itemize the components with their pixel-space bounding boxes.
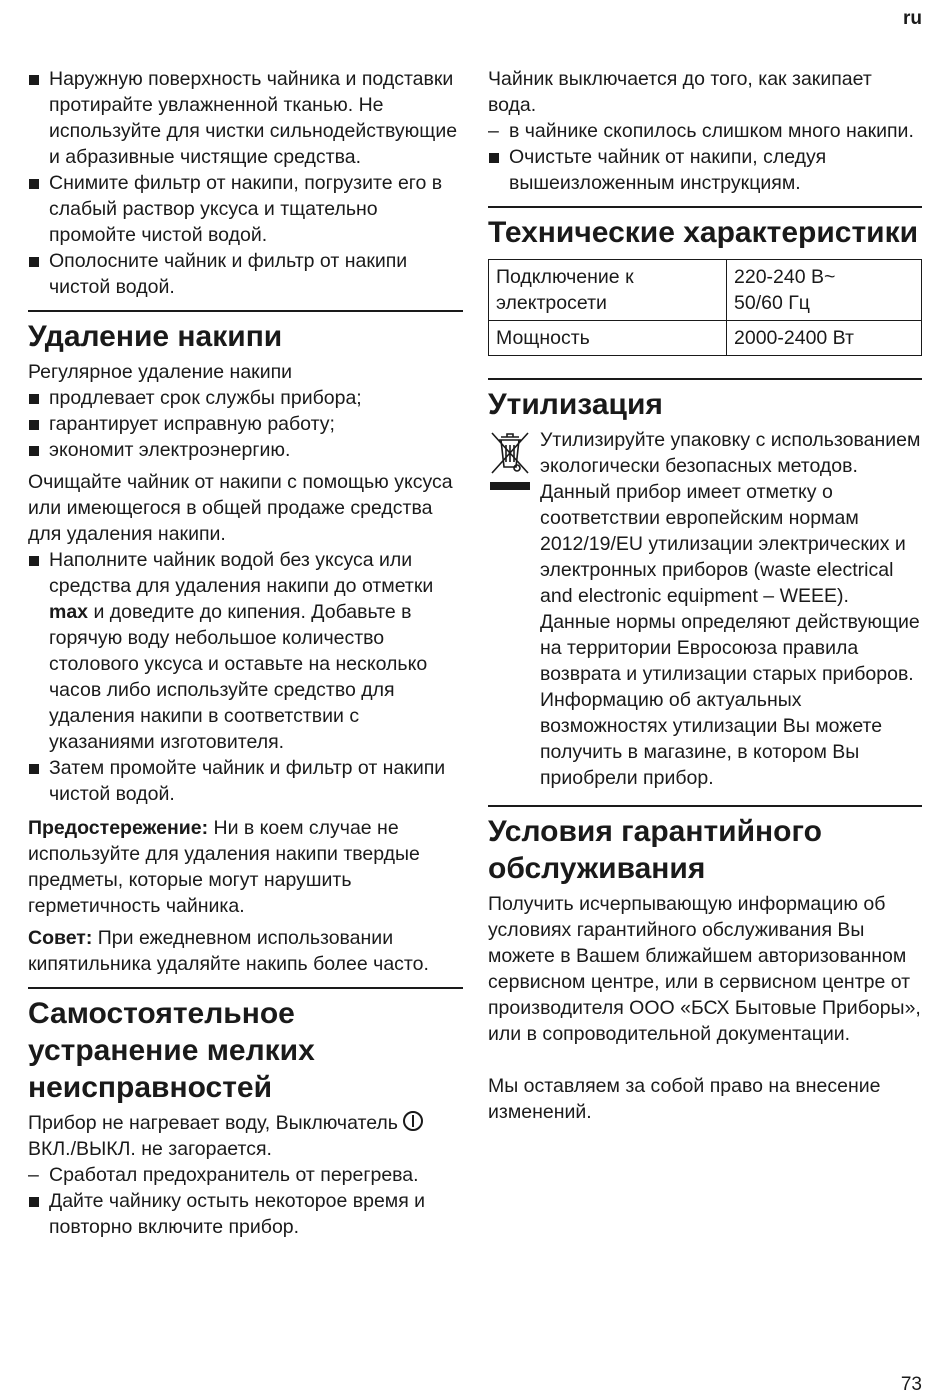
power-icon: [403, 1111, 423, 1131]
section-title: Условия гарантийного обслуживания: [488, 815, 822, 885]
list-item: – в чайнике скопилось слишком много накипи.: [488, 118, 922, 144]
list-item: гарантирует исправную работу;: [28, 411, 463, 437]
paragraph: Мы оставляем за собой право на внесение изменений.: [488, 1075, 881, 1123]
list-item: – Сработал предохранитель от перегрева.: [28, 1162, 463, 1188]
section-title: Самостоятельное устранение мелких неисправностей: [28, 997, 315, 1104]
paragraph: Утилизируйте упаковку с использованием экологически безопасных методов. Данный прибор имеет отметку о соответствии европейским нормам 2012/19/EU утилизации электрических и электронных приборов (waste electrical and electronic equipment – WEEE). Данные нормы определяют действующие на территории Евросоюза правила возврата и утилизации старых приборов. Информацию об актуальных возможностях утилизации Вы можете получить в магазине, в котором Вы приобрели прибор.: [540, 429, 921, 789]
paragraph: Прибор не нагревает воду, Выключатель ВКЛ./ВЫКЛ. не загорается.: [28, 1110, 463, 1162]
table-row: [489, 321, 922, 356]
list-item: Наружную поверхность чайника и подставки протирайте увлажненной тканью. Не используйте для чистки сильнодействующие и абразивные чистящие средства.: [28, 66, 463, 170]
care-list: [28, 66, 463, 300]
page-number: 73: [900, 1374, 922, 1395]
paragraph: Получить исчерпывающую информацию об условиях гарантийного обслуживания Вы можете в Вашем ближайшем авторизованном сервисном центре, или в сервисном центре от производителя ООО «БСХ Бытовые Приборы», или в сопроводительной документации.: [488, 893, 921, 1045]
table-cell: Подключение к электросети: [489, 260, 727, 321]
list-item: Затем промойте чайник и фильтр от накипи чистой водой.: [28, 755, 463, 807]
list-item: Ополосните чайник и фильтр от накипи чистой водой.: [28, 248, 463, 300]
section-title: Удаление накипи: [28, 320, 283, 353]
remedy-list: [488, 144, 922, 196]
section-title: Утилизация: [488, 388, 663, 421]
specs-table: [488, 259, 922, 356]
descaling-section: [28, 310, 463, 977]
benefits-list: [28, 385, 463, 463]
list-item: экономит электроэнергию.: [28, 437, 463, 463]
left-column: [28, 66, 463, 1240]
paragraph: Чайник выключается до того, как закипает вода.: [488, 68, 872, 116]
warning-note: Предостережение: Ни в коем случае не используйте для удаления накипи твердые предметы, которые могут нарушить герметичность чайника.: [28, 817, 420, 917]
table-cell: 220-240 В~ 50/60 Гц: [727, 260, 922, 321]
language-code: ru: [903, 8, 922, 29]
cause-list: [488, 118, 922, 144]
disposal-section: [488, 378, 922, 791]
specs-section: [488, 206, 922, 356]
list-item: продлевает срок службы прибора;: [28, 385, 463, 411]
troubleshooting-section: [28, 987, 463, 1240]
list-item: Наполните чайник водой без уксуса или средства для удаления накипи до отметки max и доведите до кипения. Добавьте в горячую воду небольшое количество столового уксуса и оставьте на несколько часов либо используйте средство для удаления накипи в соответствии с указаниями изготовителя.: [28, 547, 463, 755]
crossed-out-wheelie-bin-icon: [488, 427, 532, 495]
list-item: Дайте чайнику остыть некоторое время и повторно включите прибор.: [28, 1188, 463, 1240]
list-item: Снимите фильтр от накипи, погрузите его в слабый раствор уксуса и тщательно промойте чистой водой.: [28, 170, 463, 248]
warranty-section: [488, 805, 922, 1125]
right-column: [488, 66, 922, 1125]
disposal-block: [488, 427, 922, 791]
section-title: Технические характеристики: [488, 216, 919, 249]
remedy-list: [28, 1188, 463, 1240]
paragraph: Регулярное удаление накипи: [28, 361, 293, 383]
list-item: Очистьте чайник от накипи, следуя вышеизложенным инструкциям.: [488, 144, 922, 196]
cause-list: [28, 1162, 463, 1188]
steps-list: [28, 547, 463, 807]
paragraph: Очищайте чайник от накипи с помощью уксуса или имеющегося в общей продаже средства для удаления накипи.: [28, 471, 453, 545]
table-row: [489, 260, 922, 321]
table-cell: Мощность: [489, 321, 727, 356]
table-cell: 2000-2400 Вт: [727, 321, 922, 356]
tip-note: Совет: При ежедневном использовании кипятильника удаляйте накипь более часто.: [28, 927, 429, 975]
